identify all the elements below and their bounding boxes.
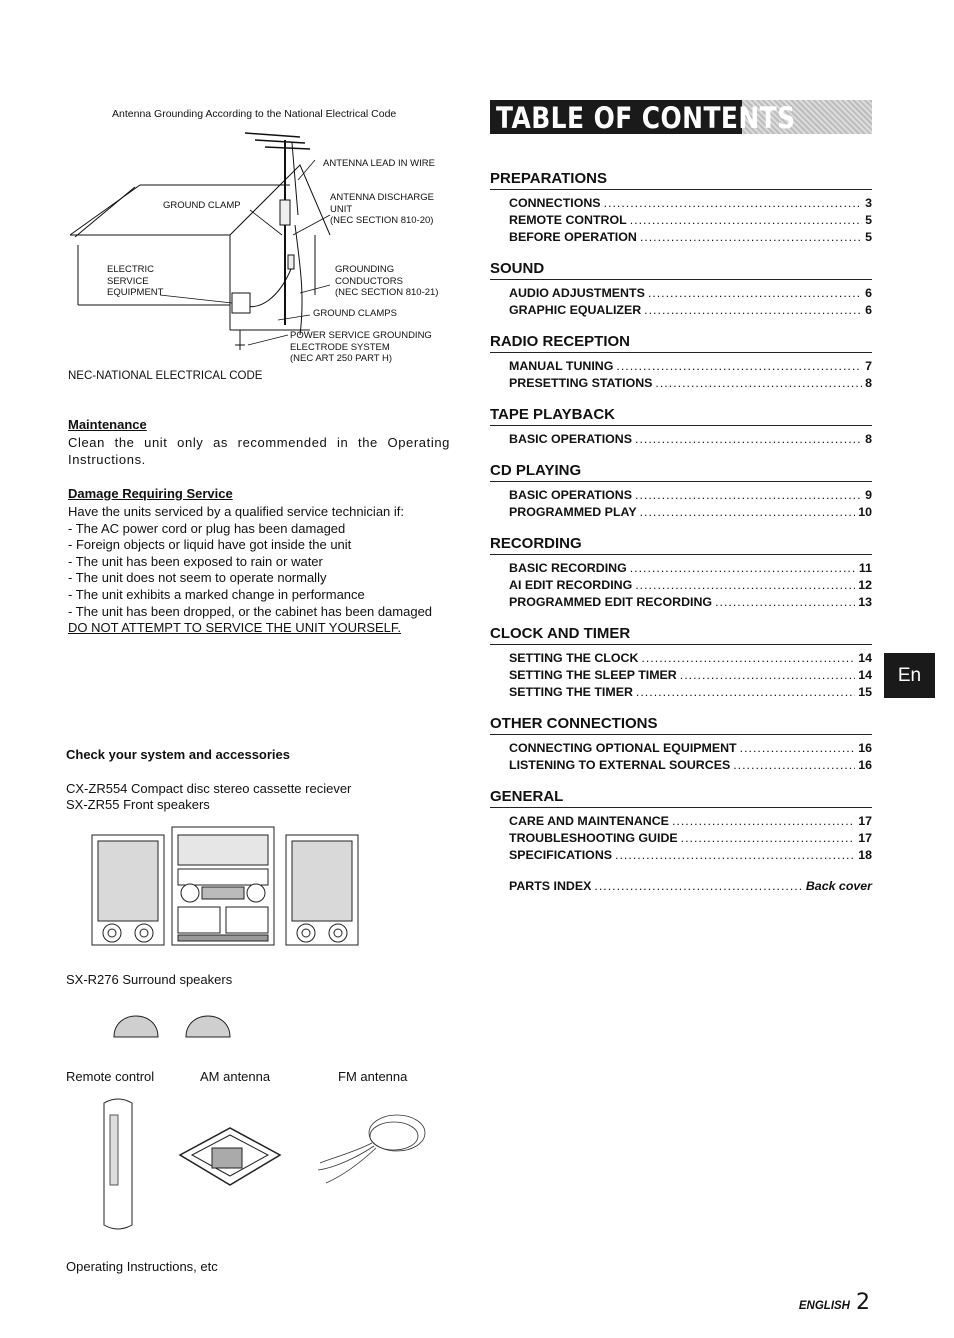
toc-entry-page: 18 xyxy=(858,848,872,862)
toc-entry-label: PROGRAMMED EDIT RECORDING xyxy=(509,595,713,609)
toc-leader-dots xyxy=(733,757,855,774)
damage-heading: Damage Requiring Service xyxy=(68,486,233,501)
toc-entry-page: 17 xyxy=(858,831,872,845)
toc-section xyxy=(490,260,872,319)
accessory-operating-instructions: Operating Instructions, etc xyxy=(66,1259,218,1274)
toc-section xyxy=(490,788,872,864)
am-antenna-image xyxy=(170,1120,290,1195)
main-unit-image xyxy=(172,827,274,945)
toc-parts-index xyxy=(490,878,872,895)
toc-title: TABLE OF CONTENTS xyxy=(496,101,796,135)
toc-banner xyxy=(490,100,872,134)
toc-entry-label: MANUAL TUNING xyxy=(509,359,614,373)
damage-item: - Foreign objects or liquid have got inside the unit xyxy=(68,537,352,553)
toc-entry-label: BASIC OPERATIONS xyxy=(509,488,632,502)
toc-leader-dots xyxy=(630,560,856,577)
toc-entry-label: PARTS INDEX xyxy=(509,879,592,893)
house-outline xyxy=(70,165,330,330)
toc-section xyxy=(490,625,872,701)
toc-entry xyxy=(490,650,872,667)
toc-entry-page: 16 xyxy=(858,758,872,772)
toc-entry xyxy=(490,667,872,684)
toc-entry-label: CONNECTIONS xyxy=(509,196,601,210)
toc-entry-page: 6 xyxy=(865,303,872,317)
accessory-front-speakers: SX-ZR55 Front speakers xyxy=(66,797,210,812)
toc-leader-dots xyxy=(636,684,855,701)
toc-entry-page: 9 xyxy=(865,488,872,502)
footer-language: ENGLISH xyxy=(798,1300,850,1312)
label-ground-clamps: GROUND CLAMPS xyxy=(313,308,397,319)
toc-entry-label: SETTING THE SLEEP TIMER xyxy=(509,668,677,682)
maintenance-text: Clean the unit only as recommended in the Operating Instructions. xyxy=(68,435,450,467)
accessory-surround-speakers: SX-R276 Surround speakers xyxy=(66,972,233,987)
toc-entry-page: 5 xyxy=(865,230,872,244)
toc-entry-label: BASIC RECORDING xyxy=(509,561,627,575)
toc-entry-label: AUDIO ADJUSTMENTS xyxy=(509,286,645,300)
fm-antenna-image xyxy=(312,1108,432,1188)
toc-section xyxy=(490,170,872,246)
damage-item: - The unit exhibits a marked change in performance xyxy=(68,586,365,602)
toc-entry-label: SETTING THE CLOCK xyxy=(509,651,639,665)
toc-entry-page: 7 xyxy=(865,359,872,373)
toc-section xyxy=(490,462,872,521)
accessory-fm-antenna: FM antenna xyxy=(338,1069,408,1084)
toc-entry-page: 11 xyxy=(858,561,872,575)
toc-section xyxy=(490,535,872,611)
toc-section xyxy=(490,406,872,448)
toc-entry xyxy=(490,195,872,212)
toc-entry xyxy=(490,358,872,375)
toc-entry xyxy=(490,229,872,246)
toc-entry-label: TROUBLESHOOTING GUIDE xyxy=(509,831,678,845)
toc-entry xyxy=(490,577,872,594)
toc-leader-dots xyxy=(680,667,855,684)
damage-list xyxy=(68,504,468,637)
toc-section xyxy=(490,715,872,774)
toc-section-heading: CD PLAYING xyxy=(490,462,872,482)
toc-entry xyxy=(490,740,872,757)
damage-intro: Have the units serviced by a qualified service technician if: xyxy=(68,504,405,519)
accessory-am-antenna: AM antenna xyxy=(200,1069,271,1084)
toc-section-heading: OTHER CONNECTIONS xyxy=(490,715,872,735)
toc-entry-page: 16 xyxy=(858,741,872,755)
toc-entry-label: GRAPHIC EQUALIZER xyxy=(509,303,642,317)
ground-rod xyxy=(235,330,245,350)
toc-entry-label: PRESETTING STATIONS xyxy=(509,376,653,390)
toc-entry-page: 8 xyxy=(865,376,872,390)
toc-entry-page: 14 xyxy=(858,668,872,682)
service-box xyxy=(232,293,250,313)
toc-entry-page: 6 xyxy=(865,286,872,300)
toc-entry-label: BASIC OPERATIONS xyxy=(509,432,632,446)
toc-leader-dots xyxy=(655,375,862,392)
toc-entry xyxy=(490,212,872,229)
toc-section xyxy=(490,333,872,392)
toc-leader-dots xyxy=(740,740,856,757)
toc-entry xyxy=(490,594,872,611)
toc-leader-dots xyxy=(616,358,862,375)
toc-leader-dots xyxy=(672,813,855,830)
label-electrode-system: POWER SERVICE GROUNDING ELECTRODE SYSTEM (NEC ART 250 PART H) xyxy=(290,330,432,364)
toc-entry-page: 12 xyxy=(858,578,872,592)
toc-leader-dots xyxy=(615,847,855,864)
toc-section-heading: RECORDING xyxy=(490,535,872,555)
toc-leader-dots xyxy=(640,229,862,246)
toc-leader-dots xyxy=(635,577,855,594)
remote-control-image xyxy=(98,1095,138,1235)
left-speaker-image xyxy=(92,835,164,945)
accessory-receiver: CX-ZR554 Compact disc stereo cassette reciever xyxy=(66,781,352,796)
toc-leader-dots xyxy=(635,487,862,504)
toc-entry xyxy=(490,431,872,448)
toc-leader-dots xyxy=(640,504,856,521)
accessories-heading: Check your system and accessories xyxy=(66,747,291,762)
toc-section-heading: CLOCK AND TIMER xyxy=(490,625,872,645)
label-grounding-conductors: GROUNDING CONDUCTORS (NEC SECTION 810-21) xyxy=(335,264,439,298)
toc-entry-label: SETTING THE TIMER xyxy=(509,685,633,699)
toc-leader-dots xyxy=(715,594,855,611)
page-number: 2 xyxy=(856,1290,870,1315)
toc-entry-label: BEFORE OPERATION xyxy=(509,230,637,244)
toc-leader-dots xyxy=(594,878,802,895)
toc-entry-label: CONNECTING OPTIONAL EQUIPMENT xyxy=(509,741,737,755)
language-tab: En xyxy=(884,653,935,698)
damage-item: - The unit has been dropped, or the cabinet has been damaged xyxy=(68,603,433,619)
toc-entry xyxy=(490,504,872,521)
toc-entry-page: 14 xyxy=(858,651,872,665)
label-ground-clamp: GROUND CLAMP xyxy=(163,200,241,211)
damage-item: - The unit has been exposed to rain or water xyxy=(68,553,323,569)
diagram-title: Antenna Grounding According to the National Electrical Code xyxy=(112,108,397,120)
toc-entry-label: SPECIFICATIONS xyxy=(509,848,613,862)
damage-item: - The unit does not seem to operate normally xyxy=(68,570,327,586)
toc-section-heading: TAPE PLAYBACK xyxy=(490,406,872,426)
right-speaker-image xyxy=(286,835,358,945)
toc-entry-page: 17 xyxy=(858,814,872,828)
toc-leader-dots xyxy=(648,285,862,302)
toc-leader-dots xyxy=(604,195,863,212)
toc-leader-dots xyxy=(630,212,862,229)
toc-entry-label: CARE AND MAINTENANCE xyxy=(509,814,669,828)
toc-entry-page: 8 xyxy=(865,432,872,446)
toc-section-heading: SOUND xyxy=(490,260,872,280)
damage-item: - The AC power cord or plug has been damaged xyxy=(68,520,346,536)
toc-section-heading: PREPARATIONS xyxy=(490,170,872,190)
toc-entry xyxy=(490,560,872,577)
toc-section-heading: RADIO RECEPTION xyxy=(490,333,872,353)
toc-leader-dots xyxy=(681,830,856,847)
toc-entry-label: AI EDIT RECORDING xyxy=(509,578,633,592)
toc-entry-page: 13 xyxy=(858,595,872,609)
label-electric-service: ELECTRIC SERVICE EQUIPMENT xyxy=(107,264,164,298)
leader-lines xyxy=(160,160,330,345)
accessory-remote-control: Remote control xyxy=(66,1069,155,1084)
nec-note: NEC-NATIONAL ELECTRICAL CODE xyxy=(68,370,263,382)
toc-entry xyxy=(490,847,872,864)
toc-entry xyxy=(490,757,872,774)
toc-entry-page: 10 xyxy=(858,505,872,519)
toc-entry xyxy=(490,684,872,701)
toc-entry-page: Back cover xyxy=(805,879,872,893)
toc-leader-dots xyxy=(635,431,862,448)
toc-entry xyxy=(490,285,872,302)
page-footer xyxy=(799,1290,870,1315)
toc-entry xyxy=(490,830,872,847)
toc-entry xyxy=(490,302,872,319)
toc-entry xyxy=(490,375,872,392)
maintenance-heading: Maintenance xyxy=(68,417,147,432)
toc-entry-page: 5 xyxy=(865,213,872,227)
toc-entry-page: 3 xyxy=(865,196,872,210)
toc-leader-dots xyxy=(641,650,855,667)
label-discharge-unit: ANTENNA DISCHARGE UNIT (NEC SECTION 810-20) xyxy=(330,192,434,226)
toc-entry-page: 15 xyxy=(858,685,872,699)
toc-section-heading: GENERAL xyxy=(490,788,872,808)
toc-entry-label: REMOTE CONTROL xyxy=(509,213,627,227)
toc-entry-label: PROGRAMMED PLAY xyxy=(509,505,637,519)
label-lead-in: ANTENNA LEAD IN WIRE xyxy=(323,158,435,169)
toc-leader-dots xyxy=(644,302,862,319)
toc-entry xyxy=(490,813,872,830)
damage-warning: DO NOT ATTEMPT TO SERVICE THE UNIT YOURSELF. xyxy=(68,620,402,636)
table-of-contents xyxy=(490,170,872,895)
toc-entry-label: LISTENING TO EXTERNAL SOURCES xyxy=(509,758,731,772)
surround-speakers-image xyxy=(110,1003,245,1043)
system-illustration xyxy=(90,825,360,947)
toc-entry xyxy=(490,487,872,504)
